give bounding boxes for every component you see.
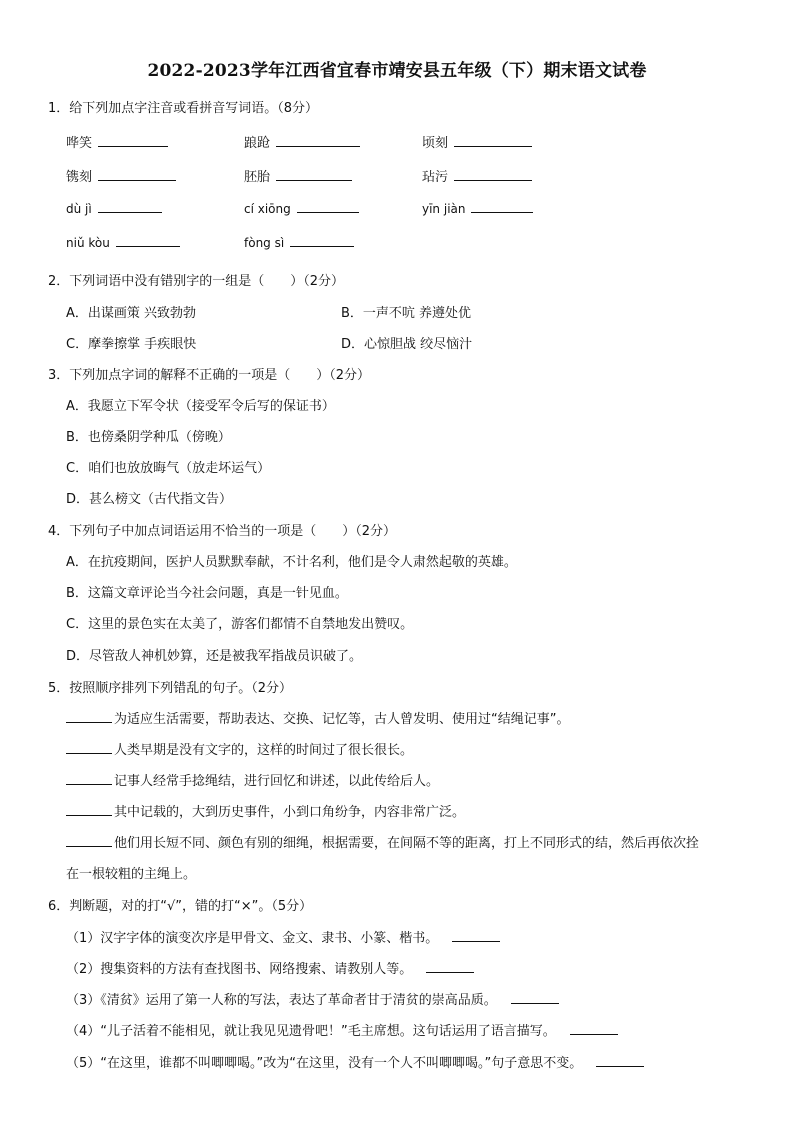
question-6-stem: 6．判断题，对的打“√”，错的打“×”。（5分） xyxy=(48,899,313,914)
q1-item-pei-tai: 胚胎 xyxy=(244,166,352,185)
q3-option-d: D．甚么榜文（古代指文告） xyxy=(66,492,233,507)
q1-pinyin-ci-xiong: cí xiōng xyxy=(244,202,359,216)
q6-item-1: （1）汉字字体的演变次序是甲骨文、金文、隶书、小篆、楷书。 xyxy=(66,927,500,946)
q6-item-4: （4）“儿子活着不能相见，就让我见见遗骨吧！”毛主席想。这句话运用了语言描写。 xyxy=(66,1020,618,1039)
q1-item-juan-ke: 镌刻 xyxy=(66,166,176,185)
exam-title: 2022-2023学年江西省宜春市靖安县五年级（下）期末语文试卷 xyxy=(147,61,647,81)
q5-sentence-3: 记事人经常手捻绳结，进行回忆和讲述，以此传给后人。 xyxy=(66,770,439,789)
q2-option-c: C．摩拳擦掌 手疾眼快 xyxy=(66,337,197,352)
q5-sentence-4: 其中记载的，大到历史事件，小到口角纷争，内容非常广泛。 xyxy=(66,801,465,820)
q2-option-b: B．一声不吭 养遵处优 xyxy=(341,306,472,321)
q5-sentence-5-continuation: 在一根较粗的主绳上。 xyxy=(66,867,197,882)
q1-pinyin-yin-jian: yīn jiàn xyxy=(422,202,533,216)
q1-pinyin-fong-si: fòng sì xyxy=(244,236,354,250)
q1-pinyin-du-ji: dù jì xyxy=(66,202,162,216)
q1-pinyin-niu-kou: niǔ kòu xyxy=(66,236,180,250)
q5-sentence-1: 为适应生活需要，帮助表达、交换、记忆等，古人曾发明、使用过“结绳记事”。 xyxy=(66,708,569,727)
q1-item-qing-ke: 顷刻 xyxy=(422,132,532,151)
q6-item-2: （2）搜集资料的方法有查找图书、网络搜索、请教别人等。 xyxy=(66,958,474,977)
q6-item-3: （3）《清贫》运用了第一人称的写法，表达了革命者甘于清贫的崇高品质。 xyxy=(66,989,559,1008)
q1-item-liang-qiang: 踉跄 xyxy=(244,132,360,151)
q4-option-b: B．这篇文章评论当今社会问题，真是一针见血。 xyxy=(66,586,348,601)
question-2-stem: 2．下列词语中没有错别字的一组是（ ）（2分） xyxy=(48,274,345,289)
question-4-stem: 4．下列句子中加点词语运用不恰当的一项是（ ）（2分） xyxy=(48,524,397,539)
question-1-stem: 1．给下列加点字注音或看拼音写词语。（8分） xyxy=(48,101,319,116)
question-3-stem: 3．下列加点字词的解释不正确的一项是（ ）（2分） xyxy=(48,368,371,383)
q1-item-dian-wu: 玷污 xyxy=(422,166,532,185)
q3-option-c: C．咱们也放放晦气（放走坏运气） xyxy=(66,461,271,476)
q5-sentence-5: 他们用长短不同、颜色有别的细绳，根据需要，在间隔不等的距离，打上不同形式的结，然后再依次拴 xyxy=(66,832,699,851)
q5-sentence-2: 人类早期是没有文字的，这样的时间过了很长很长。 xyxy=(66,739,413,758)
q4-option-d: D．尽管敌人神机妙算，还是被我军指战员识破了。 xyxy=(66,649,363,664)
q3-option-a: A．我愿立下军令状（接受军令后写的保证书） xyxy=(66,399,335,414)
q4-option-a: A．在抗疫期间，医护人员默默奉献，不计名利，他们是令人肃然起敬的英雄。 xyxy=(66,555,517,570)
q3-option-b: B．也傍桑阴学种瓜（傍晚） xyxy=(66,430,231,445)
question-5-stem: 5．按照顺序排列下列错乱的句子。（2分） xyxy=(48,681,293,696)
q6-item-5: （5）“在这里，谁都不叫唧唧喝。”改为“在这里，没有一个人不叫唧唧喝。”句子意思不变。 xyxy=(66,1052,644,1071)
q4-option-c: C．这里的景色实在太美了，游客们都情不自禁地发出赞叹。 xyxy=(66,617,414,632)
q2-option-a: A．出谋画策 兴致勃勃 xyxy=(66,306,197,321)
q2-option-d: D．心惊胆战 绞尽恼汁 xyxy=(341,337,473,352)
q1-item-hua-xiao: 哗笑 xyxy=(66,132,168,151)
